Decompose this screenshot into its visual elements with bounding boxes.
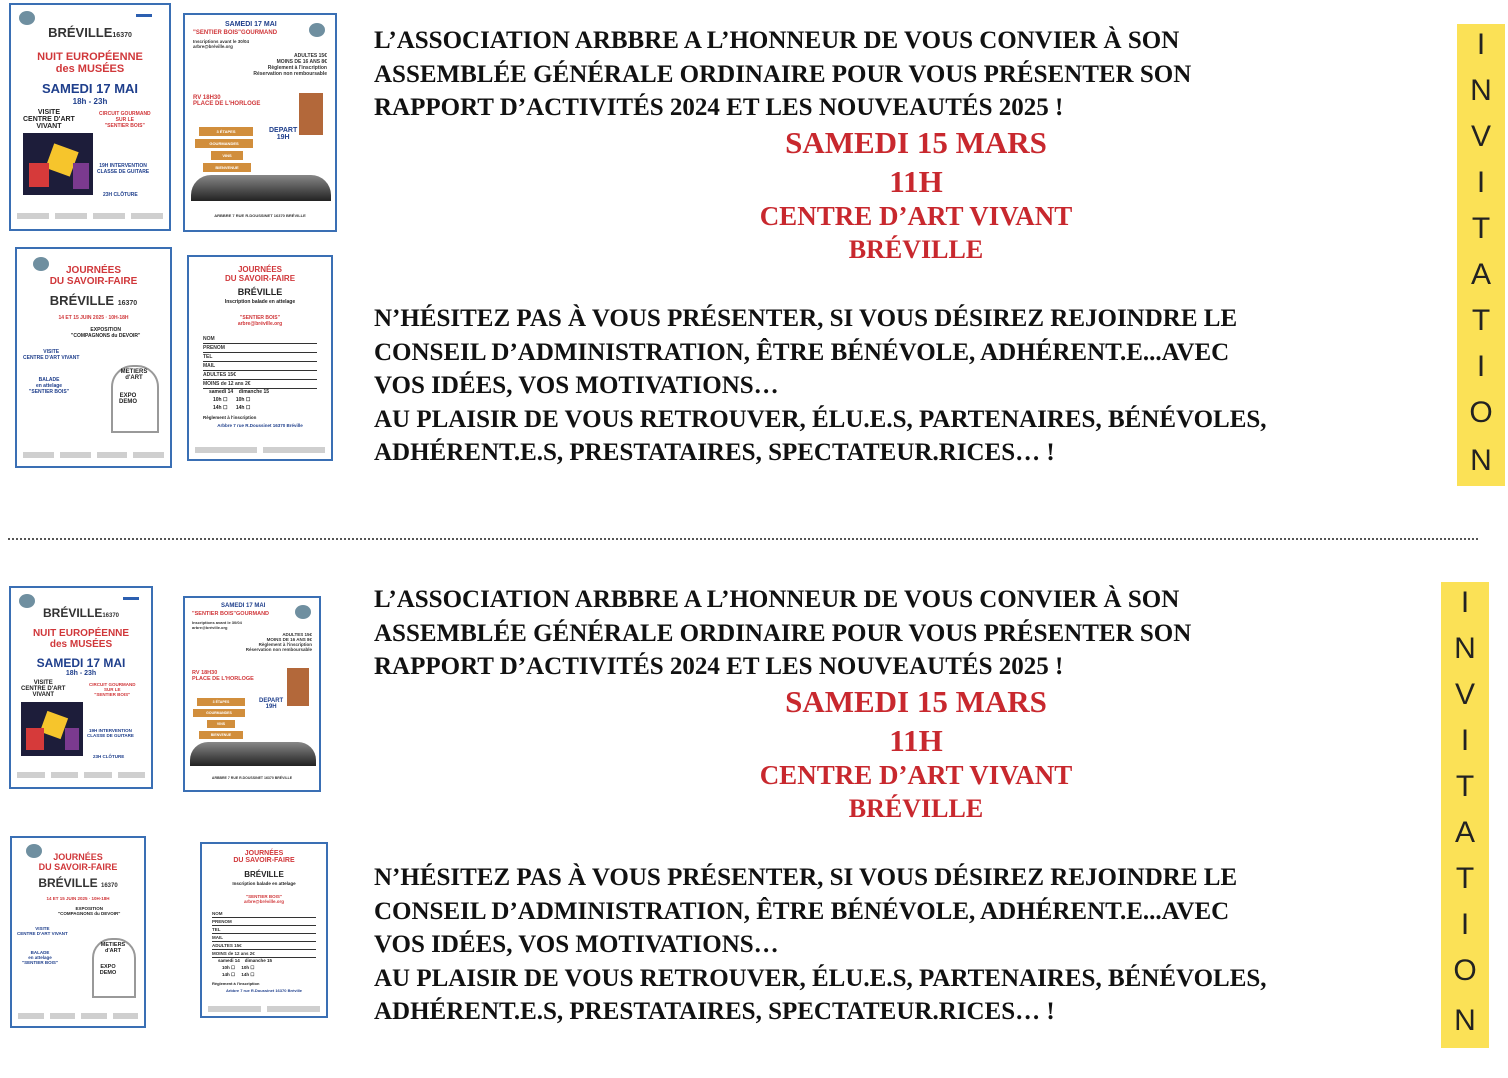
- form-field: NOM: [212, 910, 316, 918]
- form-field: MOINS de 12 ans 2€: [212, 950, 316, 958]
- form-field: TEL: [203, 353, 317, 362]
- cut-line-divider: [8, 538, 1478, 540]
- wood-sculpture-icon: [287, 668, 309, 706]
- form-address: Arbbre 7 rue R.Doussinet 16370 Bréville: [217, 423, 303, 428]
- band-letter: A: [1454, 816, 1475, 849]
- poster-address: ARBBRE 7 RUE R.DOUSSINET 16370 BRÉVILLE: [214, 213, 306, 218]
- poster-demo: EXPO DEMO: [99, 964, 117, 976]
- poster-registration-form: [187, 255, 333, 461]
- form-title: JOURNÉES DU SAVOIR-FAIRE: [224, 265, 296, 283]
- form-field: ADULTES 15€: [203, 371, 317, 380]
- band-letter: V: [1454, 678, 1475, 711]
- form-field: TEL: [212, 926, 316, 934]
- poster-meet: RV 18H30 PLACE DE L'HORLOGE: [193, 95, 261, 107]
- poster-closing: 23H CLÔTURE: [103, 192, 138, 198]
- form-town: BRÉVILLE: [237, 287, 283, 297]
- poster-visit: VISITE CENTRE D'ART VIVANT: [21, 680, 66, 698]
- star-artwork-icon: [23, 133, 93, 195]
- band-letter: N: [1470, 74, 1492, 107]
- invitation-paragraph-2: N’HÉSITEZ PAS À VOUS PRÉSENTER, SI VOUS DÉSIREZ REJOINDRE LE CONSEIL D’ADMINISTRATION, ÊTRE BÉNÉVOLE, ADHÉRENT.E...AVEC VOS IDÉES, VOS MOTIVATIONS… AU PLAISIR DE VOUS RETROUVER, ÉLU.E.S, PARTENAIRES, BÉNÉVOLES, ADHÉRENT.E.S, PRESTATAIRES, SPECTATEUR.RICES… !: [374, 305, 1267, 466]
- band-letter: N: [1454, 632, 1476, 665]
- poster-depart: DEPART 19H: [269, 127, 298, 141]
- form-subtitle: Inscription balade en attelage: [232, 881, 296, 886]
- poster-town: BRÉVILLE16370: [42, 606, 120, 620]
- event-venue: CENTRE D’ART VIVANT: [759, 201, 1073, 231]
- band-letter: T: [1471, 212, 1491, 245]
- event-venue: CENTRE D’ART VIVANT: [759, 760, 1073, 790]
- form-slot: 14h ☐ 14h ☐: [222, 972, 255, 977]
- poster-registration: Inscriptions avant le 30/04 arbre@bréville.org: [192, 620, 242, 630]
- partner-logo-icon: [136, 14, 152, 25]
- form-field: MOINS de 12 ans 2€: [203, 380, 317, 389]
- poster-prices: ADULTES 15€ MOINS DE 16 ANS 8€ Règlement à l'inscription Réservation non remboursable: [253, 53, 327, 77]
- event-town: BRÉVILLE: [848, 235, 984, 264]
- poster-title: JOURNÉES DU SAVOIR-FAIRE: [49, 265, 138, 287]
- poster-sentier-gourmand: [183, 13, 337, 232]
- hikers-silhouette-icon: [190, 742, 316, 766]
- band-letter: T: [1471, 304, 1491, 337]
- sponsor-logos: [17, 213, 163, 223]
- band-letter: I: [1476, 166, 1486, 199]
- form-days: samedi 14 dimanche 15: [209, 389, 270, 395]
- poster-registration-form: [200, 842, 328, 1018]
- poster-visit: VISITE CENTRE D'ART VIVANT: [23, 349, 80, 361]
- poster-town: BRÉVILLE 16370: [49, 293, 138, 308]
- form-town: BRÉVILLE: [244, 870, 284, 879]
- tree-logo-icon: [309, 23, 325, 37]
- band-letter: T: [1455, 770, 1475, 803]
- form-slot: 14h ☐ 14h ☐: [213, 405, 251, 411]
- form-field: PRENOM: [212, 918, 316, 926]
- band-letter: T: [1455, 862, 1475, 895]
- poster-town: BRÉVILLE 16370: [38, 876, 118, 890]
- band-letter: I: [1460, 724, 1470, 757]
- form-slot: 10h ☐ 10h ☐: [213, 397, 251, 403]
- wood-sculpture-icon: [299, 93, 323, 135]
- signpost-icon: 3 ÉTAPES GOURMANDES VINS BIENVENUE: [193, 698, 249, 744]
- poster-circuit: CIRCUIT GOURMAND SUR LE "SENTIER BOIS": [99, 111, 151, 129]
- form-payment: Règlement à l'inscription: [203, 415, 257, 420]
- poster-hours: 18h - 23h: [72, 97, 108, 106]
- form-slot: 10h ☐ 10h ☐: [222, 965, 255, 970]
- poster-date: SAMEDI 17 MAI: [36, 656, 126, 670]
- poster-guitar: 19H INTERVENTION CLASSE DE GUITARE: [97, 163, 150, 175]
- form-address: Arbbre 7 rue R.Doussinet 16370 Bréville: [225, 988, 303, 993]
- poster-sentier-gourmand: [183, 596, 321, 792]
- form-field: NOM: [203, 335, 317, 344]
- sponsor-logos: [195, 447, 325, 457]
- poster-balade: BALADE en attelage "SENTIER BOIS": [29, 377, 70, 395]
- tree-logo-icon: [19, 11, 35, 25]
- band-letter: I: [1476, 350, 1486, 383]
- form-field: MAIL: [203, 362, 317, 371]
- poster-depart: DEPART 19H: [259, 698, 284, 710]
- band-letter: V: [1470, 120, 1491, 153]
- poster-date: SAMEDI 17 MAI: [41, 81, 139, 96]
- poster-date: SAMEDI 17 MAI: [221, 603, 266, 609]
- poster-guitar: 19H INTERVENTION CLASSE DE GUITARE: [87, 728, 134, 738]
- poster-circuit: CIRCUIT GOURMAND SUR LE "SENTIER BOIS": [89, 682, 136, 697]
- poster-dates: 14 ET 15 JUIN 2025 · 10H-18H: [46, 896, 110, 901]
- poster-title: "SENTIER BOIS"GOURMAND: [193, 30, 278, 36]
- sponsor-logos: [23, 452, 164, 462]
- poster-savoir-faire: [15, 247, 172, 468]
- poster-closing: 23H CLÔTURE: [93, 754, 125, 759]
- poster-title: "SENTIER BOIS"GOURMAND: [192, 611, 270, 617]
- poster-town: BRÉVILLE16370: [48, 25, 132, 40]
- poster-metiers: METIERS d'ART: [120, 369, 148, 381]
- form-days: samedi 14 dimanche 15: [218, 958, 273, 963]
- form-subtitle: Inscription balade en attelage: [224, 299, 296, 305]
- poster-event: NUIT EUROPÉENNE des MUSÉES: [37, 51, 143, 75]
- poster-museum-night: [9, 3, 171, 231]
- hikers-silhouette-icon: [191, 175, 331, 201]
- band-letter: A: [1470, 258, 1491, 291]
- event-time: 11H: [889, 723, 943, 758]
- poster-museum-night: [9, 586, 153, 789]
- form-fields: [203, 335, 317, 389]
- form-field: MAIL: [212, 934, 316, 942]
- invitation-band: [1441, 582, 1489, 1048]
- poster-meet: RV 18H30 PLACE DE L'HORLOGE: [192, 670, 254, 682]
- poster-dates: 14 ET 15 JUIN 2025 · 10H-18H: [58, 315, 129, 321]
- event-date: SAMEDI 15 MARS: [785, 684, 1047, 719]
- band-letter: I: [1476, 28, 1486, 61]
- poster-hours: 18h - 23h: [65, 670, 97, 677]
- poster-demo: EXPO DEMO: [119, 393, 137, 405]
- band-letter: I: [1460, 586, 1470, 619]
- invitation-paragraph-2: N’HÉSITEZ PAS À VOUS PRÉSENTER, SI VOUS DÉSIREZ REJOINDRE LE CONSEIL D’ADMINISTRATION, ÊTRE BÉNÉVOLE, ADHÉRENT.E...AVEC VOS IDÉES, VOS MOTIVATIONS… AU PLAISIR DE VOUS RETROUVER, ÉLU.E.S, PARTENAIRES, BÉNÉVOLES, ADHÉRENT.E.S, PRESTATAIRES, SPECTATEUR.RICES… !: [374, 864, 1267, 1025]
- invitation-paragraph-1: L’ASSOCIATION ARBBRE A L’HONNEUR DE VOUS CONVIER À SON ASSEMBLÉE GÉNÉRALE ORDINAIRE POUR VOUS PRÉSENTER SON RAPPORT D’ACTIVITÉS 2024 ET LES NOUVEAUTÉS 2025 !: [374, 27, 1192, 121]
- invitation-bottom: [0, 558, 1508, 1078]
- poster-address: ARBBRE 7 RUE R.DOUSSINET 16370 BRÉVILLE: [211, 776, 293, 780]
- poster-date: SAMEDI 17 MAI: [225, 21, 277, 28]
- invitation-band: [1457, 24, 1505, 486]
- form-title: JOURNÉES DU SAVOIR-FAIRE: [233, 850, 295, 864]
- form-payment: Règlement à l'inscription: [212, 981, 260, 986]
- poster-title: JOURNÉES DU SAVOIR-FAIRE: [38, 852, 118, 872]
- form-field: PRENOM: [203, 344, 317, 353]
- signpost-icon: 3 ÉTAPES GOURMANDES VINS BIENVENUE: [195, 127, 257, 177]
- poster-savoir-faire: [10, 836, 146, 1028]
- invitation-paragraph-1: L’ASSOCIATION ARBBRE A L’HONNEUR DE VOUS CONVIER À SON ASSEMBLÉE GÉNÉRALE ORDINAIRE POUR VOUS PRÉSENTER SON RAPPORT D’ACTIVITÉS 2024 ET LES NOUVEAUTÉS 2025 !: [374, 586, 1192, 680]
- poster-visit: VISITE CENTRE D'ART VIVANT: [23, 109, 75, 130]
- tree-logo-icon: [295, 605, 311, 619]
- event-time: 11H: [889, 164, 943, 199]
- band-letter: N: [1470, 444, 1492, 477]
- event-date: SAMEDI 15 MARS: [785, 125, 1047, 160]
- form-fields: [212, 910, 316, 958]
- poster-visit: VISITE CENTRE D'ART VIVANT: [17, 926, 68, 936]
- poster-balade: BALADE en attelage "SENTIER BOIS": [22, 950, 59, 965]
- poster-registration: Inscriptions avant le 30/04 arbre@bréville.org: [193, 39, 250, 49]
- form-trail: "SENTIER BOIS" arbre@bréville.org: [237, 315, 283, 327]
- form-field: ADULTES 15€: [212, 942, 316, 950]
- sponsor-logos: [18, 1013, 138, 1023]
- sponsor-logos: [17, 772, 145, 782]
- band-letter: O: [1453, 954, 1477, 987]
- form-trail: "SENTIER BOIS" arbre@bréville.org: [244, 894, 284, 904]
- poster-expo: EXPOSITION "COMPAGNONS du DEVOIR": [71, 327, 141, 339]
- poster-expo: EXPOSITION "COMPAGNONS du DEVOIR": [58, 906, 121, 916]
- band-letter: N: [1454, 1004, 1476, 1037]
- band-letter: I: [1460, 908, 1470, 941]
- poster-prices: ADULTES 15€ MOINS DE 16 ANS 8€ Règlement à l'inscription Réservation non remboursable: [245, 632, 312, 652]
- event-town: BRÉVILLE: [848, 794, 984, 823]
- poster-metiers: METIERS d'ART: [100, 942, 126, 954]
- star-artwork-icon: [21, 702, 83, 756]
- sponsor-logos: [208, 1006, 320, 1016]
- band-letter: O: [1469, 396, 1493, 429]
- invitation-top: [0, 0, 1508, 520]
- poster-event: NUIT EUROPÉENNE des MUSÉES: [32, 628, 130, 650]
